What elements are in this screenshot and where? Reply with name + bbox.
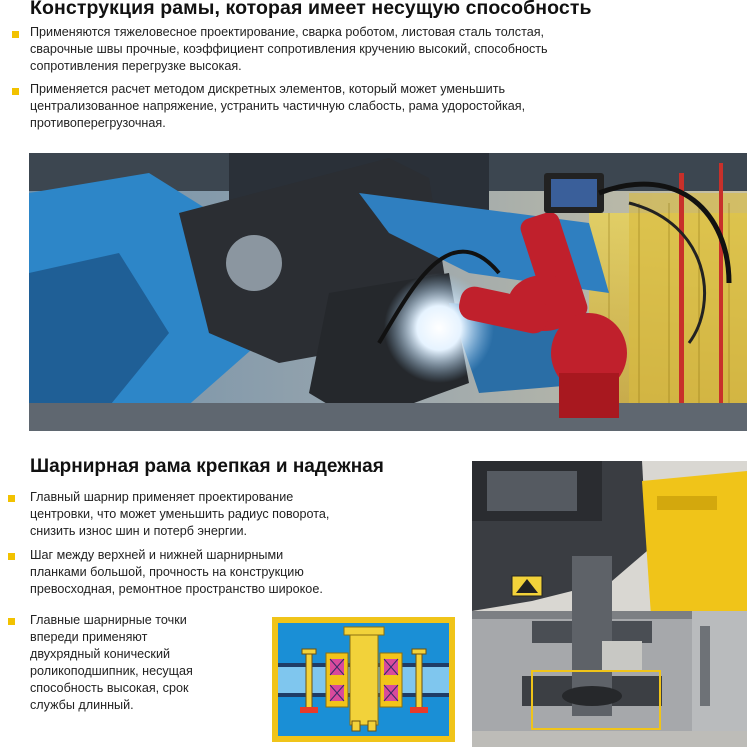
text-line: превосходная, ремонтное пространство широкое. (30, 582, 323, 596)
text-line: Применяются тяжеловесное проектирование, сварка роботом, листовая сталь толстая, (30, 25, 545, 39)
text-line: двухрядный конический (30, 647, 171, 661)
bearing-diagram-panel (278, 623, 449, 736)
text-line: Шаг между верхней и нижней шарнирными (30, 548, 284, 562)
text-line: Применяется расчет методом дискретных элементов, который может уменьшить (30, 82, 506, 96)
section2-bullet-3 (30, 612, 193, 714)
text-line: сварочные швы прочные, коэффициент сопротивления кручению высокий, способность (30, 42, 548, 56)
text-line: Главный шарнир применяет проектирование (30, 490, 294, 504)
bullet-marker (8, 553, 15, 560)
bearing-cross-section-icon (278, 623, 449, 736)
text-line: централизованное напряжение, устранить частичную слабость, рама удоростойкая, (30, 99, 526, 113)
section2-bullet-2 (30, 547, 323, 598)
text-line: Главные шарнирные точки (30, 613, 187, 627)
bullet-marker (12, 31, 19, 38)
section2-bullet-1 (30, 489, 329, 540)
bullet-marker (8, 618, 15, 625)
bullet-marker (8, 495, 15, 502)
bearing-diagram (272, 617, 455, 742)
text-line: способность высокая, срок (30, 681, 189, 695)
text-line: сопротивления перегрузке высокая. (30, 59, 242, 73)
section2-title: Шарнирная рама крепкая и надежная (30, 456, 384, 477)
section1-bullet-2 (30, 81, 525, 132)
text-line: планками большой, прочность на конструкцию (30, 565, 304, 579)
text-line: центровки, что может уменьшить радиус поворота, (30, 507, 330, 521)
text-line: снизить износ шин и потерб энергии. (30, 524, 248, 538)
bullet-marker (12, 88, 19, 95)
text-line: противоперегрузочная. (30, 116, 166, 130)
robot-welding-photo (29, 153, 747, 431)
text-line: службы длинный. (30, 698, 134, 712)
section1-bullet-1 (30, 24, 548, 75)
text-line: роликоподшипник, несущая (30, 664, 193, 678)
text-line: впереди применяют (30, 630, 148, 644)
section1-title: Конструкция рамы, которая имеет несущую способность (30, 0, 592, 19)
hinge-joint-photo (472, 461, 747, 747)
